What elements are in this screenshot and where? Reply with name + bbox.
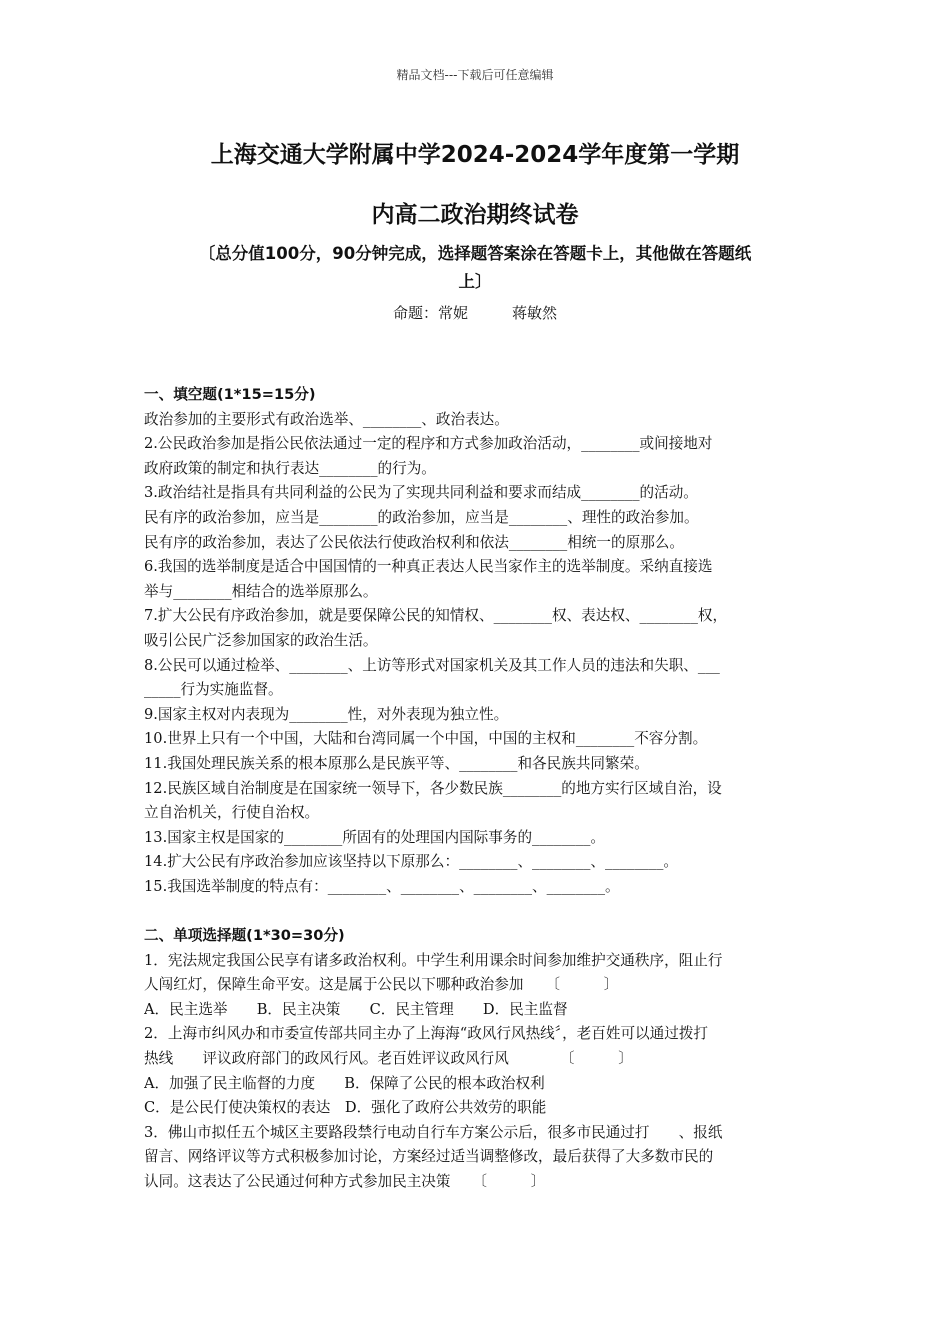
question-line: 政治参加的主要形式有政治选举、________、政治表达。 xyxy=(144,410,509,428)
question-line: 3.政治结社是指具有共同利益的公民为了实现共同利益和要求而结成________的活动。 xyxy=(144,484,698,502)
watermark-text: 精品文档---下载后可任意编辑 xyxy=(396,68,554,82)
choice-question-line: 留言、网络评议等方式积极参加讨论，方案经过适当调整修改，最后获得了大多数市民的 xyxy=(144,1148,714,1166)
question-line: 15.我国选举制度的特点有：________、________、________、________。 xyxy=(144,877,620,895)
author-second: 蒋敏然 xyxy=(512,304,558,322)
choice-options-line: A．加强了民主临督的力度 B．保障了公民的根本政治权利 xyxy=(144,1074,545,1092)
exam-title-line-2: 内高二政治期终试卷 xyxy=(371,202,579,228)
question-line: 2.公民政治参加是指公民依法通过一定的程序和方式参加政治活动，________或间接地对 xyxy=(144,435,713,453)
section-spacer xyxy=(144,899,816,924)
exam-instructions xyxy=(150,240,800,296)
question-line: 10.世界上只有一个中国，大陆和台湾同属一个中国，中国的主权和________不容分割。 xyxy=(144,730,708,748)
choice-question-line: 1．宪法规定我国公民享有诸多政治权利。中学生利用课余时间参加维护交通秩序，阻止行 xyxy=(144,951,723,969)
question-line: 13.国家主权是国家的________所固有的处理国内国际事务的________。 xyxy=(144,828,606,846)
instructions-line-1: 〔总分值100分，90分钟完成，选择题答案涂在答题卡上，其他做在答题纸 xyxy=(198,244,752,263)
choice-question-line: 3．佛山市拟任五个城区主要路段禁行电动自行车方案公示后，很多市民通过打 、报纸 xyxy=(144,1123,723,1141)
exam-authors xyxy=(0,302,950,323)
instructions-line-2: 上〕 xyxy=(458,272,492,291)
question-line: 11.我国处理民族关系的根本原那么是民族平等、________和各民族共同繁荣。 xyxy=(144,754,649,772)
section-2-heading: 二、单项选择题(1*30=30分) xyxy=(144,927,345,945)
question-line: 7.扩大公民有序政治参加，就是要保障公民的知情权、________权、表达权、________权， xyxy=(144,607,728,625)
exam-body xyxy=(144,383,816,1195)
question-line: 吸引公民广泛参加国家的政治生活。 xyxy=(144,631,378,649)
author-label: 命题：常妮 xyxy=(392,304,468,322)
section-1-heading: 一、填空题(1*15=15分) xyxy=(144,386,316,403)
question-line: 举与________相结合的选举原那么。 xyxy=(144,582,378,600)
question-line: 立自治机关，行使自治权。 xyxy=(144,804,320,822)
choice-question-line: 人闯红灯，保障生命平安。这是属于公民以下哪种政治参加 〔 〕 xyxy=(144,976,619,994)
question-line: _____行为实施监督。 xyxy=(144,681,283,699)
choice-options-line: C．是公民仃使决策权的表达 D．强化了政府公共效劳的职能 xyxy=(144,1099,547,1117)
choice-question-line: 2．上海市纠风办和市委宣传部共同主办了上海海“政风行风热线〞，老百姓可以通过拨打 xyxy=(144,1025,709,1043)
question-line: 14.扩大公民有序政治参加应该坚持以下原那么：________、________、________。 xyxy=(144,853,678,871)
question-line: 6.我国的选举制度是适合中国国情的一种真正表达人民当家作主的选举制度。采纳直接选 xyxy=(144,558,713,576)
question-line: 民有序的政治参加，应当是________的政治参加，应当是________、理性的政治参加。 xyxy=(144,508,699,526)
question-line: 9.国家主权对内表现为________性，对外表现为独立性。 xyxy=(144,705,509,723)
question-line: 8.公民可以通过检举、________、上访等形式对国家机关及其工作人员的违法和失职、___ xyxy=(144,656,720,674)
question-line: 政府政策的制定和执行表达________的行为。 xyxy=(144,459,436,477)
question-line: 12.民族区域自治制度是在国家统一领导下，各少数民族________的地方实行区域自治，设 xyxy=(144,779,722,797)
choice-options-line: A．民主选举 B．民主决策 C．民主管理 D．民主监督 xyxy=(144,1000,568,1018)
question-line: 民有序的政治参加，表达了公民依法行使政治权利和依法________相统一的原那么。 xyxy=(144,533,684,551)
exam-title-line-1: 上海交通大学附属中学2024-2024学年度第一学期 xyxy=(210,142,740,168)
choice-question-line: 认同。这表达了公民通过何种方式参加民主决策 〔 〕 xyxy=(144,1173,546,1190)
choice-question-line: 热线 评议政府部门的政风行风。老百姓评议政风行风 〔 〕 xyxy=(144,1050,633,1068)
